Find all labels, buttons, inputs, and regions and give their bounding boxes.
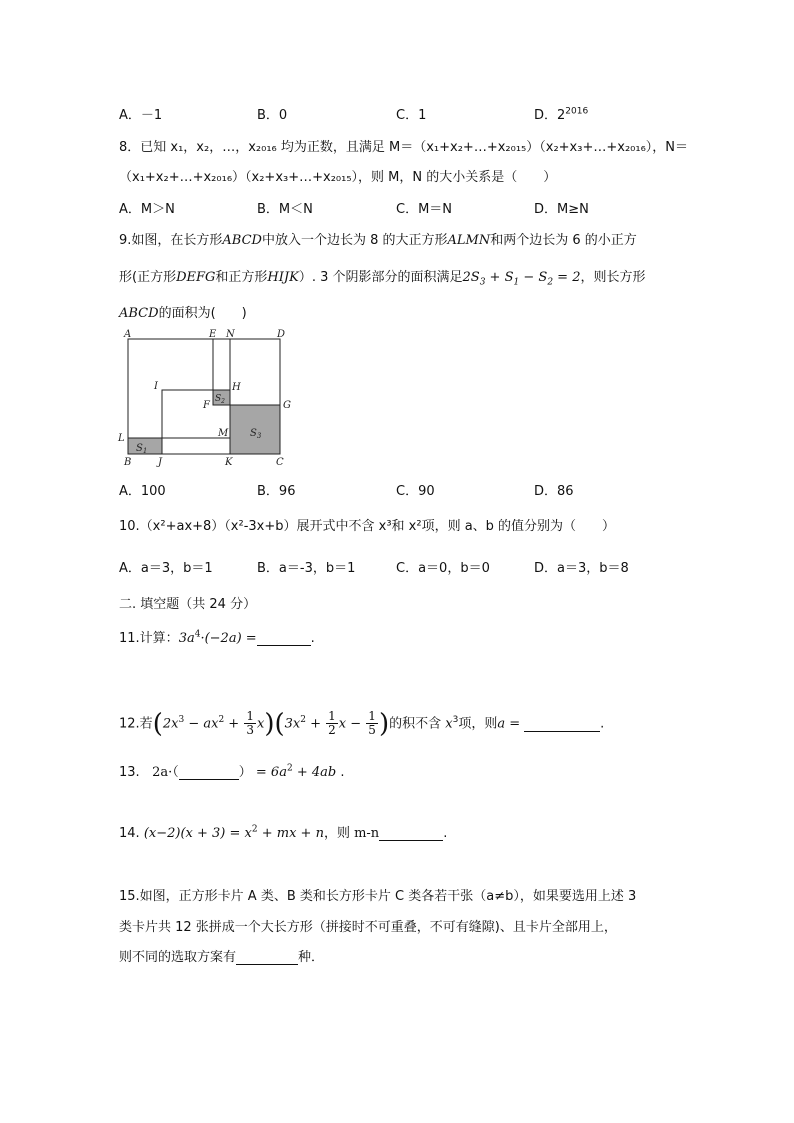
q7-option-a[interactable]: A．－1	[119, 108, 163, 123]
label-j: J	[158, 457, 163, 468]
q10-stem: 10.（x²+ax+8）（x²-3x+b）展开式中不含 x³和 x²项，则 a、b 的值分别为（ ）	[119, 519, 616, 534]
q9-condition: $2S_3 + S_1 - S_2 = 2$	[462, 270, 581, 288]
q15-line2: 类卡片共 12 张拼成一个大长方形（拼接时不可重叠，不可有缝隙)、且卡片全部用上，	[119, 920, 617, 935]
label-a: A	[124, 329, 132, 340]
q9-stem-line2: 形(正方形DEFG和正方形HIJK）. 3 个阴影部分的面积满足$2S_3 + S_1 - S_2 = 2$，则长方形	[119, 270, 646, 288]
q15-line3: 则不同的选取方案有 种．	[119, 950, 325, 965]
q10-options	[119, 557, 719, 575]
q15-line1: 15.如图，正方形卡片 A 类、B 类和长方形卡片 C 类各若干张（a≠b），如果要选用上述 3	[119, 889, 637, 904]
q7-options	[119, 104, 719, 122]
label-i: I	[154, 381, 158, 392]
q7-option-b[interactable]: B．0	[257, 108, 288, 123]
q7-option-c[interactable]: C．1	[396, 108, 427, 123]
label-n: N	[226, 329, 235, 340]
square-almn	[128, 339, 230, 438]
q8-option-c[interactable]: C．M＝N	[396, 202, 453, 217]
q10-option-d[interactable]: D．a＝3，b＝8	[534, 561, 629, 576]
label-e: E	[209, 329, 217, 340]
label-s2: $S_2$	[215, 394, 225, 405]
q10-option-a[interactable]: A．a＝3，b＝1	[119, 561, 213, 576]
q7-option-d[interactable]: D．$2^{2016}$	[534, 106, 589, 123]
label-m: M	[218, 428, 229, 439]
q8-option-b[interactable]: B．M＜N	[257, 202, 313, 217]
label-b: B	[124, 457, 132, 468]
q8-option-a[interactable]: A．M＞N	[119, 202, 175, 217]
q8-options	[119, 198, 719, 216]
label-f: F	[203, 400, 210, 411]
q9-stem-line3: ABCD的面积为( )	[119, 306, 247, 321]
q15-answer-blank[interactable]	[236, 950, 298, 965]
section-2-title: 二. 填空题（共 24 分）	[119, 597, 257, 612]
q11-answer-blank[interactable]	[257, 631, 311, 646]
q11: 11.计算：$3a^4\cdot(-2a)$ = .	[119, 629, 315, 646]
q8-stem-line2: （x₁+x₂+…+x₂₀₁₆）（x₂+x₃+…+x₂₀₁₅），则 M，N 的大小关系是（ ）	[119, 170, 557, 185]
q9-figure	[114, 326, 304, 470]
label-h: H	[232, 382, 241, 393]
label-s3: $S_3$	[250, 428, 262, 440]
label-s1: $S_1$	[136, 443, 148, 455]
q9-option-d[interactable]: D．86	[534, 484, 574, 499]
q10-option-b[interactable]: B．a＝-3，b＝1	[257, 561, 356, 576]
label-k: K	[225, 457, 233, 468]
q10-option-c[interactable]: C．a＝0，b＝0	[396, 561, 490, 576]
q14: 14. $(x-2)(x + 3) = x^2$ + mx + n，则 m-n .	[119, 824, 448, 841]
q12: 12.若($2x^3 - ax^2$ + $\frac{1}{3}$ $x)(3x^2$ + $\frac{1}{2}$ x − $\frac{1}{5}$ )的积不含 $x^3$项，则a = .	[119, 708, 605, 739]
label-d: D	[277, 329, 286, 340]
label-g: G	[283, 400, 291, 411]
q9-option-b[interactable]: B．96	[257, 484, 296, 499]
q13-answer-blank[interactable]	[179, 765, 239, 780]
q9-option-c[interactable]: C．90	[396, 484, 435, 499]
q9-option-a[interactable]: A．100	[119, 484, 166, 499]
q12-answer-blank[interactable]	[524, 715, 600, 732]
q8-option-d[interactable]: D．M≥N	[534, 202, 589, 217]
q13: 13. 2a·（ ） = $6a^2 + 4ab$ .	[119, 763, 345, 780]
label-c: C	[276, 457, 284, 468]
q14-answer-blank[interactable]	[379, 826, 443, 841]
q9-options	[119, 480, 719, 498]
label-l: L	[118, 433, 125, 444]
q9-stem-line1: 9.如图，在长方形ABCD中放入一个边长为 8 的大正方形ALMN和两个边长为 6 的小正方	[119, 233, 637, 248]
q8-stem-line1: 8．已知 x₁，x₂，…，x₂₀₁₆ 均为正数，且满足 M＝（x₁+x₂+…+x₂₀₁₅）（x₂+x₃+…+x₂₀₁₆），N＝	[119, 140, 689, 155]
